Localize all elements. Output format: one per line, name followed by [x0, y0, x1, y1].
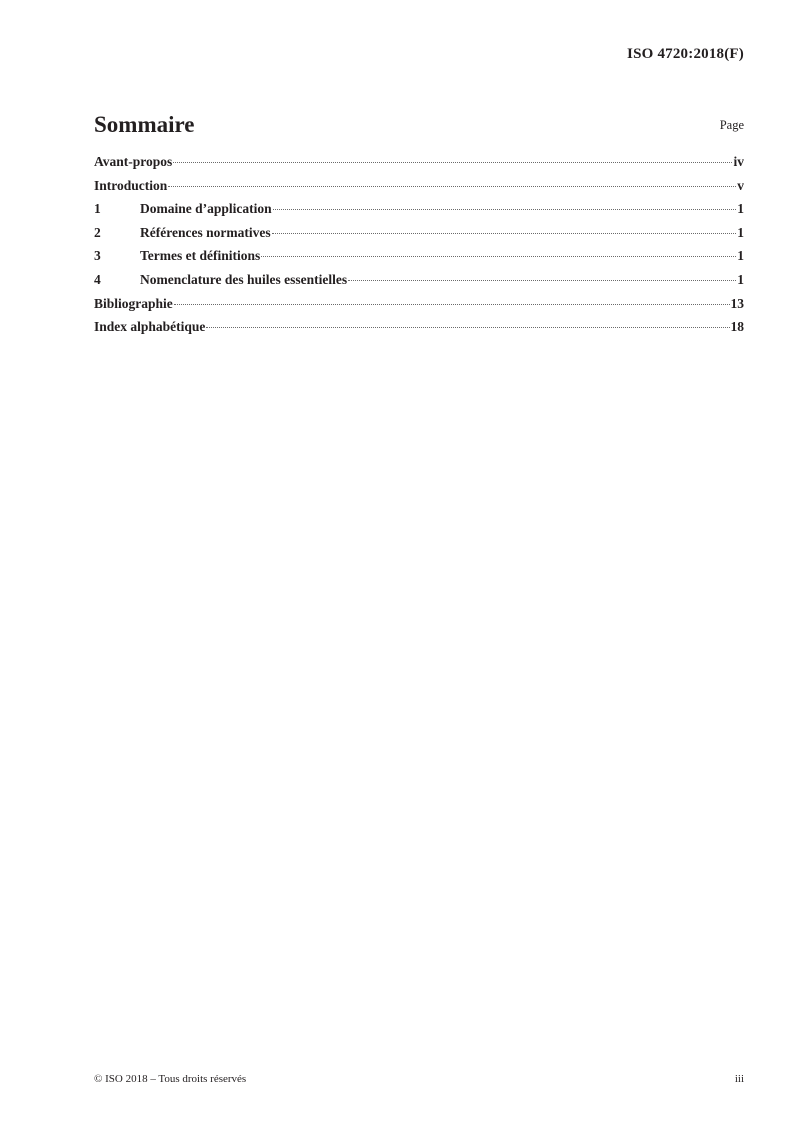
page-footer — [94, 1073, 744, 1089]
toc-entry-bibliographie[interactable] — [94, 296, 744, 320]
toc-entry-page: 1 — [737, 271, 744, 287]
toc-entry-nomenclature[interactable] — [94, 272, 744, 296]
copyright-notice: © ISO 2018 – Tous droits réservés — [94, 1073, 247, 1085]
toc-entry-label: Références normatives — [140, 224, 271, 240]
toc-entry-number: 3 — [94, 248, 101, 264]
toc-entry-page: iv — [733, 154, 744, 169]
toc-entry-avant-propos[interactable] — [94, 154, 744, 178]
dot-leader — [272, 233, 737, 234]
toc-entry-label: Introduction — [94, 177, 168, 193]
toc-entry-index[interactable] — [94, 319, 744, 343]
dot-leader — [174, 304, 730, 305]
dot-leader — [261, 256, 736, 257]
document-id: ISO 4720:2018(F) — [627, 46, 744, 62]
page-column-label: Page — [719, 118, 744, 132]
dot-leader — [273, 209, 737, 210]
toc-entry-domaine-application[interactable] — [94, 201, 744, 225]
toc-entry-page: 1 — [737, 248, 744, 264]
toc-header — [94, 112, 744, 142]
page-title: Sommaire — [94, 112, 195, 137]
toc-entry-page: 18 — [730, 319, 744, 335]
toc-entry-introduction[interactable] — [94, 178, 744, 202]
toc-entry-number: 4 — [94, 271, 101, 287]
toc-entry-label: Index alphabétique — [94, 319, 206, 335]
toc-entry-label: Domaine d’application — [140, 201, 272, 217]
toc-entry-page: 1 — [737, 201, 744, 217]
toc-entry-label: Nomenclature des huiles essentielles — [140, 271, 348, 287]
dot-leader — [206, 327, 729, 328]
page-number: iii — [734, 1073, 744, 1085]
dot-leader — [173, 162, 732, 163]
toc-entry-label: Bibliographie — [94, 295, 173, 311]
toc-entry-termes-definitions[interactable] — [94, 248, 744, 272]
toc-entry-references-normatives[interactable] — [94, 225, 744, 249]
dot-leader — [168, 186, 736, 187]
toc-entry-label: Termes et définitions — [140, 248, 261, 264]
toc-entry-page: v — [737, 177, 744, 193]
toc-entry-number: 2 — [94, 224, 101, 240]
dot-leader — [348, 280, 736, 281]
toc-entry-number: 1 — [94, 201, 101, 217]
toc-entry-label: Avant-propos — [94, 154, 173, 169]
toc-entry-page: 1 — [737, 224, 744, 240]
toc-entry-page: 13 — [730, 295, 744, 311]
table-of-contents — [94, 154, 744, 343]
